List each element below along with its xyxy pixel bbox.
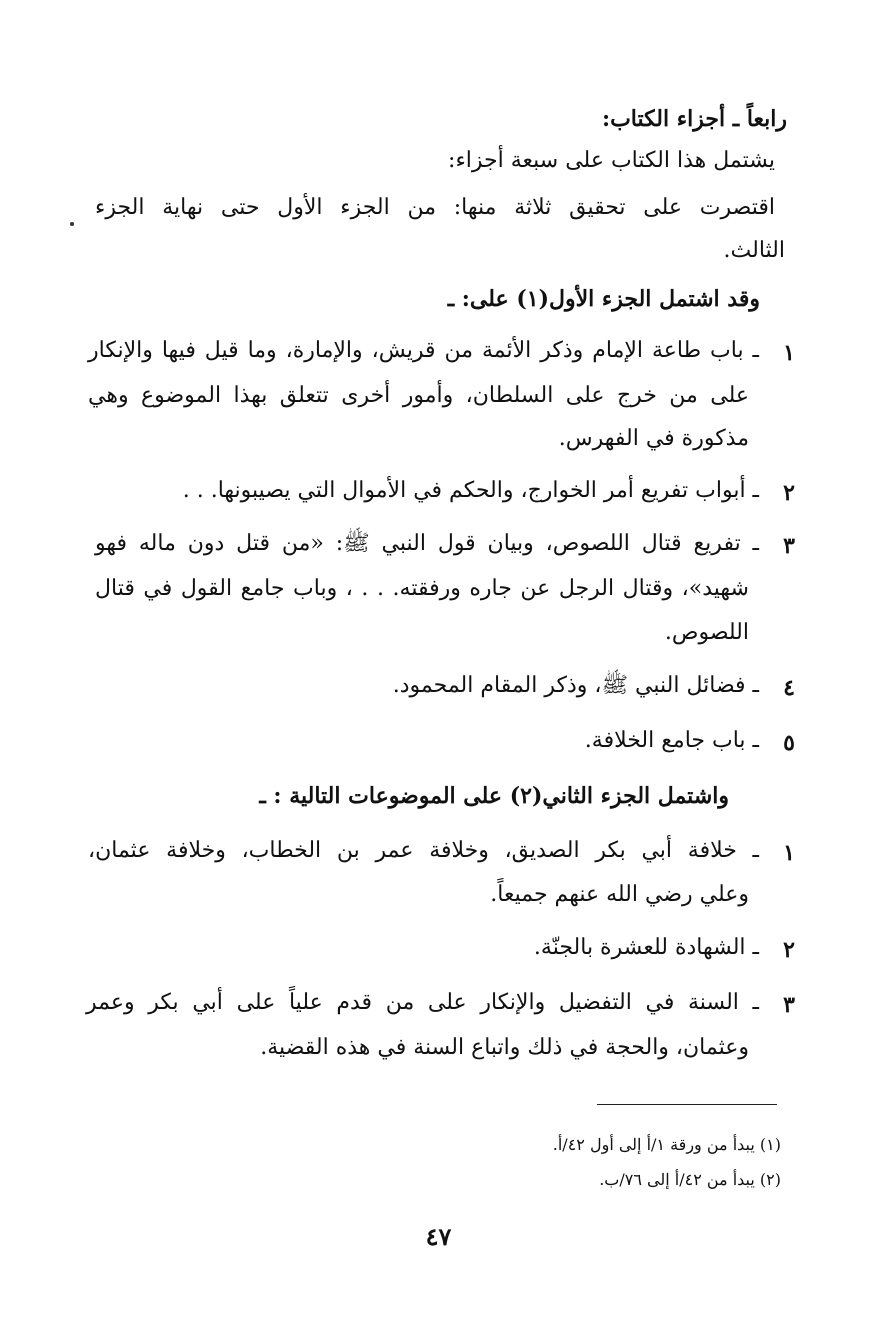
part2-heading: واشتمل الجزء الثاني(٢) على الموضوعات التالية : ـ	[259, 783, 729, 809]
part1-item-1-number: ١	[783, 340, 795, 366]
part1-item-5-number: ٥	[783, 730, 795, 756]
section-heading: رابعاً ـ أجزاء الكتاب:	[601, 106, 787, 132]
intro-line-2: اقتصرت على تحقيق ثلاثة منها: من الجزء الأول حتى نهاية الجزء	[95, 195, 775, 220]
margin-mark	[70, 222, 74, 226]
intro-line-1: يشتمل هذا الكتاب على سبعة أجزاء:	[448, 148, 775, 173]
part1-item-1-line-1: ـ باب طاعة الإمام وذكر الأئمة من قريش، والإمارة، وما قيل فيها والإنكار	[88, 338, 759, 363]
part1-item-4-line-1: ـ فضائل النبي ﷺ، وذكر المقام المحمود.	[392, 673, 759, 698]
part2-item-2-line-1: ـ الشهادة للعشرة بالجنّة.	[533, 935, 759, 960]
part1-item-1-line-3: مذكورة في الفهرس.	[558, 426, 749, 451]
part1-item-4-number: ٤	[783, 675, 795, 701]
page-number: ٤٧	[425, 1222, 452, 1251]
part1-item-3-line-1: ـ تفريع قتال اللصوص، وبيان قول النبي ﷺ: «من قتل دون ماله فهو	[95, 531, 759, 556]
part1-item-2-number: ٢	[783, 480, 795, 506]
part1-item-1-line-2: على من خرج على السلطان، وأمور أخرى تتعلق بهذا الموضوع وهي	[88, 383, 749, 408]
part2-item-1-number: ١	[783, 840, 795, 866]
part1-item-3-line-2: شهيد»، وقتال الرجل عن جاره ورفقته. . . ، وباب جامع القول في قتال	[95, 576, 749, 601]
part1-item-3-line-3: اللصوص.	[664, 620, 749, 645]
part2-item-1-line-1: ـ خلافة أبي بكر الصديق، وخلافة عمر بن الخطاب، وخلافة عثمان،	[88, 838, 759, 863]
intro-line-3: الثالث.	[723, 238, 785, 263]
part2-item-2-number: ٢	[783, 937, 795, 963]
part2-item-3-number: ٣	[783, 992, 795, 1018]
part1-item-3-number: ٣	[783, 533, 795, 559]
part2-item-3-line-2: وعثمان، والحجة في ذلك واتباع السنة في هذه القضية.	[260, 1035, 749, 1060]
footnote-1: (١) يبدأ من ورقة ١/أ إلى أول ٤٢/أ.	[552, 1135, 781, 1154]
part2-item-1-line-2: وعلي رضي الله عنهم جميعاً.	[490, 882, 749, 907]
footnote-separator	[597, 1104, 777, 1105]
footnote-2: (٢) يبدأ من ٤٢/أ إلى ٧٦/ب.	[599, 1170, 781, 1189]
part2-item-3-line-1: ـ السنة في التفضيل والإنكار على من قدم علياً على أبي بكر وعمر	[86, 990, 759, 1015]
part1-item-5-line-1: ـ باب جامع الخلافة.	[584, 728, 759, 753]
part1-heading: وقد اشتمل الجزء الأول(١) على: ـ	[447, 286, 760, 312]
part1-item-2-line-1: ـ أبواب تفريع أمر الخوارج، والحكم في الأموال التي يصيبونها. . .	[182, 478, 759, 503]
